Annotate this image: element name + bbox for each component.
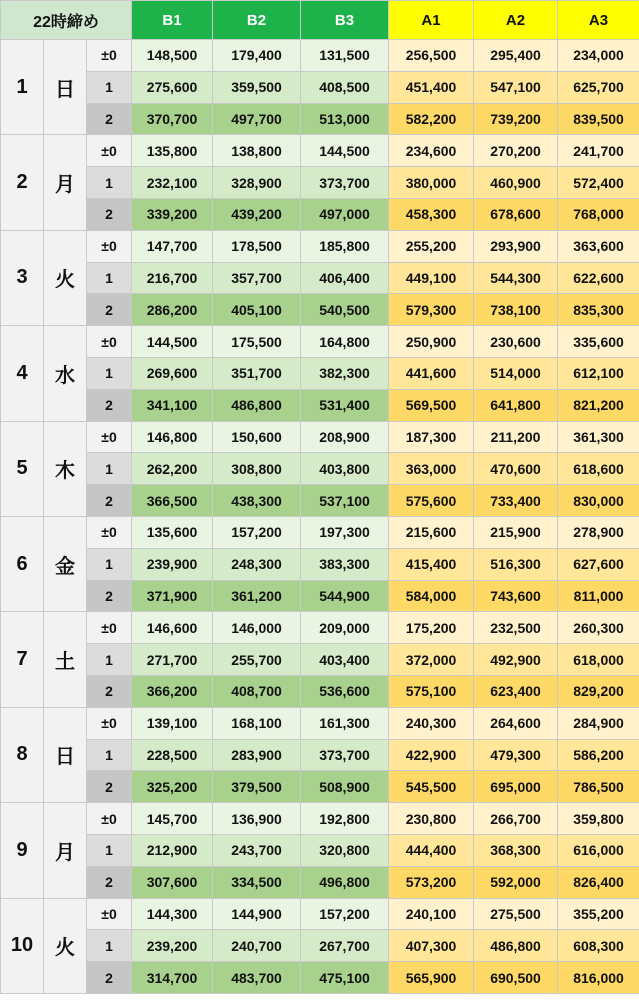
value-cell: 131,500 bbox=[301, 40, 389, 72]
level-label: 1 bbox=[87, 262, 132, 294]
value-cell: 164,800 bbox=[301, 326, 389, 358]
level-label: ±0 bbox=[87, 40, 132, 72]
level-label: 2 bbox=[87, 866, 132, 898]
weekday-label: 日 bbox=[44, 707, 87, 802]
value-cell: 608,300 bbox=[558, 930, 639, 962]
level-label: 2 bbox=[87, 675, 132, 707]
value-cell: 144,500 bbox=[132, 326, 213, 358]
value-cell: 483,700 bbox=[213, 962, 301, 994]
value-cell: 786,500 bbox=[558, 771, 639, 803]
value-cell: 408,500 bbox=[301, 71, 389, 103]
value-cell: 262,200 bbox=[132, 453, 213, 485]
value-cell: 243,700 bbox=[213, 834, 301, 866]
table-row bbox=[1, 707, 639, 739]
day-number: 6 bbox=[1, 516, 44, 611]
value-cell: 405,100 bbox=[213, 294, 301, 326]
value-cell: 479,300 bbox=[474, 739, 558, 771]
weekday-label: 火 bbox=[44, 230, 87, 325]
table-row bbox=[1, 421, 639, 453]
value-cell: 135,800 bbox=[132, 135, 213, 167]
level-label: ±0 bbox=[87, 421, 132, 453]
value-cell: 366,200 bbox=[132, 675, 213, 707]
value-cell: 508,900 bbox=[301, 771, 389, 803]
value-cell: 422,900 bbox=[389, 739, 474, 771]
value-cell: 275,500 bbox=[474, 898, 558, 930]
value-cell: 451,400 bbox=[389, 71, 474, 103]
level-label: 1 bbox=[87, 644, 132, 676]
value-cell: 592,000 bbox=[474, 866, 558, 898]
value-cell: 208,900 bbox=[301, 421, 389, 453]
value-cell: 403,400 bbox=[301, 644, 389, 676]
value-cell: 138,800 bbox=[213, 135, 301, 167]
value-cell: 361,300 bbox=[558, 421, 639, 453]
value-cell: 157,200 bbox=[301, 898, 389, 930]
value-cell: 278,900 bbox=[558, 516, 639, 548]
value-cell: 492,900 bbox=[474, 644, 558, 676]
value-cell: 136,900 bbox=[213, 803, 301, 835]
weekday-label: 火 bbox=[44, 898, 87, 993]
value-cell: 146,800 bbox=[132, 421, 213, 453]
value-cell: 293,900 bbox=[474, 230, 558, 262]
level-label: ±0 bbox=[87, 803, 132, 835]
value-cell: 264,600 bbox=[474, 707, 558, 739]
day-number: 5 bbox=[1, 421, 44, 516]
value-cell: 496,800 bbox=[301, 866, 389, 898]
value-cell: 439,200 bbox=[213, 198, 301, 230]
value-cell: 216,700 bbox=[132, 262, 213, 294]
value-cell: 144,900 bbox=[213, 898, 301, 930]
value-cell: 150,600 bbox=[213, 421, 301, 453]
value-cell: 351,700 bbox=[213, 357, 301, 389]
level-label: 2 bbox=[87, 962, 132, 994]
value-cell: 743,600 bbox=[474, 580, 558, 612]
level-label: 1 bbox=[87, 357, 132, 389]
value-cell: 363,600 bbox=[558, 230, 639, 262]
value-cell: 569,500 bbox=[389, 389, 474, 421]
value-cell: 536,600 bbox=[301, 675, 389, 707]
value-cell: 821,200 bbox=[558, 389, 639, 421]
value-cell: 283,900 bbox=[213, 739, 301, 771]
value-cell: 475,100 bbox=[301, 962, 389, 994]
value-cell: 627,600 bbox=[558, 548, 639, 580]
value-cell: 486,800 bbox=[474, 930, 558, 962]
value-cell: 565,900 bbox=[389, 962, 474, 994]
value-cell: 335,600 bbox=[558, 326, 639, 358]
table-row bbox=[1, 71, 639, 103]
value-cell: 575,600 bbox=[389, 485, 474, 517]
table-row bbox=[1, 866, 639, 898]
value-cell: 232,500 bbox=[474, 612, 558, 644]
day-number: 3 bbox=[1, 230, 44, 325]
value-cell: 320,800 bbox=[301, 834, 389, 866]
value-cell: 255,700 bbox=[213, 644, 301, 676]
value-cell: 239,200 bbox=[132, 930, 213, 962]
day-number: 1 bbox=[1, 40, 44, 135]
level-label: ±0 bbox=[87, 707, 132, 739]
level-label: ±0 bbox=[87, 230, 132, 262]
level-label: 1 bbox=[87, 739, 132, 771]
value-cell: 192,800 bbox=[301, 803, 389, 835]
value-cell: 209,000 bbox=[301, 612, 389, 644]
table-row bbox=[1, 198, 639, 230]
value-cell: 179,400 bbox=[213, 40, 301, 72]
value-cell: 811,000 bbox=[558, 580, 639, 612]
value-cell: 835,300 bbox=[558, 294, 639, 326]
table-row bbox=[1, 230, 639, 262]
value-cell: 212,900 bbox=[132, 834, 213, 866]
value-cell: 497,000 bbox=[301, 198, 389, 230]
value-cell: 513,000 bbox=[301, 103, 389, 135]
value-cell: 572,400 bbox=[558, 167, 639, 199]
value-cell: 230,600 bbox=[474, 326, 558, 358]
table-row bbox=[1, 548, 639, 580]
value-cell: 738,100 bbox=[474, 294, 558, 326]
value-cell: 622,600 bbox=[558, 262, 639, 294]
value-cell: 408,700 bbox=[213, 675, 301, 707]
table-row bbox=[1, 739, 639, 771]
value-cell: 371,900 bbox=[132, 580, 213, 612]
column-header-b1: B1 bbox=[132, 1, 213, 40]
table-row bbox=[1, 580, 639, 612]
value-cell: 449,100 bbox=[389, 262, 474, 294]
value-cell: 370,700 bbox=[132, 103, 213, 135]
value-cell: 623,400 bbox=[474, 675, 558, 707]
value-cell: 255,200 bbox=[389, 230, 474, 262]
table-row bbox=[1, 167, 639, 199]
value-cell: 147,700 bbox=[132, 230, 213, 262]
value-cell: 146,600 bbox=[132, 612, 213, 644]
weekday-label: 月 bbox=[44, 803, 87, 898]
value-cell: 826,400 bbox=[558, 866, 639, 898]
value-cell: 497,700 bbox=[213, 103, 301, 135]
value-cell: 537,100 bbox=[301, 485, 389, 517]
value-cell: 267,700 bbox=[301, 930, 389, 962]
value-cell: 341,100 bbox=[132, 389, 213, 421]
level-label: 1 bbox=[87, 71, 132, 103]
table-row bbox=[1, 612, 639, 644]
level-label: ±0 bbox=[87, 135, 132, 167]
value-cell: 145,700 bbox=[132, 803, 213, 835]
value-cell: 612,100 bbox=[558, 357, 639, 389]
value-cell: 616,000 bbox=[558, 834, 639, 866]
day-number: 7 bbox=[1, 612, 44, 707]
value-cell: 295,400 bbox=[474, 40, 558, 72]
level-label: 1 bbox=[87, 834, 132, 866]
level-label: 1 bbox=[87, 167, 132, 199]
value-cell: 586,200 bbox=[558, 739, 639, 771]
table-row bbox=[1, 357, 639, 389]
value-cell: 407,300 bbox=[389, 930, 474, 962]
value-cell: 307,600 bbox=[132, 866, 213, 898]
value-cell: 232,100 bbox=[132, 167, 213, 199]
header-row bbox=[1, 1, 639, 40]
weekday-label: 木 bbox=[44, 421, 87, 516]
value-cell: 544,300 bbox=[474, 262, 558, 294]
value-cell: 187,300 bbox=[389, 421, 474, 453]
value-cell: 241,700 bbox=[558, 135, 639, 167]
value-cell: 363,000 bbox=[389, 453, 474, 485]
level-label: 1 bbox=[87, 453, 132, 485]
table-row bbox=[1, 898, 639, 930]
value-cell: 314,700 bbox=[132, 962, 213, 994]
value-cell: 359,500 bbox=[213, 71, 301, 103]
value-cell: 308,800 bbox=[213, 453, 301, 485]
value-cell: 470,600 bbox=[474, 453, 558, 485]
value-cell: 139,100 bbox=[132, 707, 213, 739]
value-cell: 355,200 bbox=[558, 898, 639, 930]
value-cell: 733,400 bbox=[474, 485, 558, 517]
table-row bbox=[1, 675, 639, 707]
value-cell: 185,800 bbox=[301, 230, 389, 262]
value-cell: 575,100 bbox=[389, 675, 474, 707]
level-label: 1 bbox=[87, 548, 132, 580]
value-cell: 382,300 bbox=[301, 357, 389, 389]
table-body bbox=[1, 40, 639, 994]
value-cell: 547,100 bbox=[474, 71, 558, 103]
value-cell: 215,900 bbox=[474, 516, 558, 548]
value-cell: 830,000 bbox=[558, 485, 639, 517]
level-label: ±0 bbox=[87, 516, 132, 548]
value-cell: 460,900 bbox=[474, 167, 558, 199]
value-cell: 228,500 bbox=[132, 739, 213, 771]
table-row bbox=[1, 644, 639, 676]
table-row bbox=[1, 803, 639, 835]
value-cell: 230,800 bbox=[389, 803, 474, 835]
day-number: 9 bbox=[1, 803, 44, 898]
value-cell: 531,400 bbox=[301, 389, 389, 421]
value-cell: 816,000 bbox=[558, 962, 639, 994]
table-row bbox=[1, 326, 639, 358]
value-cell: 234,000 bbox=[558, 40, 639, 72]
value-cell: 441,600 bbox=[389, 357, 474, 389]
value-cell: 271,700 bbox=[132, 644, 213, 676]
value-cell: 403,800 bbox=[301, 453, 389, 485]
value-cell: 618,600 bbox=[558, 453, 639, 485]
value-cell: 829,200 bbox=[558, 675, 639, 707]
column-header-b2: B2 bbox=[213, 1, 301, 40]
value-cell: 444,400 bbox=[389, 834, 474, 866]
table-row bbox=[1, 771, 639, 803]
value-cell: 438,300 bbox=[213, 485, 301, 517]
weekday-label: 土 bbox=[44, 612, 87, 707]
day-number: 10 bbox=[1, 898, 44, 993]
weekday-label: 月 bbox=[44, 135, 87, 230]
value-cell: 739,200 bbox=[474, 103, 558, 135]
value-cell: 584,000 bbox=[389, 580, 474, 612]
level-label: 2 bbox=[87, 198, 132, 230]
value-cell: 579,300 bbox=[389, 294, 474, 326]
value-cell: 284,900 bbox=[558, 707, 639, 739]
value-cell: 240,300 bbox=[389, 707, 474, 739]
column-header-a3: A3 bbox=[558, 1, 639, 40]
table-row bbox=[1, 485, 639, 517]
day-number: 4 bbox=[1, 326, 44, 421]
value-cell: 215,600 bbox=[389, 516, 474, 548]
weekday-label: 金 bbox=[44, 516, 87, 611]
value-cell: 678,600 bbox=[474, 198, 558, 230]
table-row bbox=[1, 834, 639, 866]
value-cell: 339,200 bbox=[132, 198, 213, 230]
value-cell: 458,300 bbox=[389, 198, 474, 230]
value-cell: 415,400 bbox=[389, 548, 474, 580]
table-row bbox=[1, 389, 639, 421]
value-cell: 325,200 bbox=[132, 771, 213, 803]
day-number: 2 bbox=[1, 135, 44, 230]
value-cell: 256,500 bbox=[389, 40, 474, 72]
value-cell: 269,600 bbox=[132, 357, 213, 389]
value-cell: 372,000 bbox=[389, 644, 474, 676]
value-cell: 379,500 bbox=[213, 771, 301, 803]
value-cell: 544,900 bbox=[301, 580, 389, 612]
level-label: 2 bbox=[87, 771, 132, 803]
level-label: 2 bbox=[87, 389, 132, 421]
value-cell: 514,000 bbox=[474, 357, 558, 389]
value-cell: 573,200 bbox=[389, 866, 474, 898]
value-cell: 516,300 bbox=[474, 548, 558, 580]
value-cell: 240,100 bbox=[389, 898, 474, 930]
value-cell: 380,000 bbox=[389, 167, 474, 199]
day-number: 8 bbox=[1, 707, 44, 802]
value-cell: 383,300 bbox=[301, 548, 389, 580]
value-cell: 175,500 bbox=[213, 326, 301, 358]
value-cell: 240,700 bbox=[213, 930, 301, 962]
level-label: ±0 bbox=[87, 326, 132, 358]
value-cell: 135,600 bbox=[132, 516, 213, 548]
value-cell: 545,500 bbox=[389, 771, 474, 803]
value-cell: 690,500 bbox=[474, 962, 558, 994]
value-cell: 366,500 bbox=[132, 485, 213, 517]
column-header-a2: A2 bbox=[474, 1, 558, 40]
value-cell: 582,200 bbox=[389, 103, 474, 135]
value-cell: 239,900 bbox=[132, 548, 213, 580]
table-row bbox=[1, 453, 639, 485]
value-cell: 768,000 bbox=[558, 198, 639, 230]
value-cell: 373,700 bbox=[301, 739, 389, 771]
value-cell: 144,300 bbox=[132, 898, 213, 930]
level-label: 2 bbox=[87, 294, 132, 326]
value-cell: 168,100 bbox=[213, 707, 301, 739]
table-row bbox=[1, 40, 639, 72]
value-cell: 373,700 bbox=[301, 167, 389, 199]
value-cell: 250,900 bbox=[389, 326, 474, 358]
value-cell: 286,200 bbox=[132, 294, 213, 326]
column-header-b3: B3 bbox=[301, 1, 389, 40]
table-row bbox=[1, 135, 639, 167]
value-cell: 234,600 bbox=[389, 135, 474, 167]
value-cell: 161,300 bbox=[301, 707, 389, 739]
value-cell: 361,200 bbox=[213, 580, 301, 612]
table-row bbox=[1, 262, 639, 294]
value-cell: 839,500 bbox=[558, 103, 639, 135]
column-header-a1: A1 bbox=[389, 1, 474, 40]
value-cell: 148,500 bbox=[132, 40, 213, 72]
table-row bbox=[1, 103, 639, 135]
value-cell: 211,200 bbox=[474, 421, 558, 453]
level-label: 2 bbox=[87, 580, 132, 612]
value-cell: 157,200 bbox=[213, 516, 301, 548]
value-cell: 266,700 bbox=[474, 803, 558, 835]
value-cell: 275,600 bbox=[132, 71, 213, 103]
value-cell: 248,300 bbox=[213, 548, 301, 580]
value-cell: 175,200 bbox=[389, 612, 474, 644]
value-cell: 695,000 bbox=[474, 771, 558, 803]
table-row bbox=[1, 962, 639, 994]
value-cell: 197,300 bbox=[301, 516, 389, 548]
table-row bbox=[1, 516, 639, 548]
table-row bbox=[1, 930, 639, 962]
value-cell: 334,500 bbox=[213, 866, 301, 898]
value-cell: 540,500 bbox=[301, 294, 389, 326]
level-label: 2 bbox=[87, 485, 132, 517]
weekday-label: 日 bbox=[44, 40, 87, 135]
value-cell: 406,400 bbox=[301, 262, 389, 294]
value-cell: 328,900 bbox=[213, 167, 301, 199]
value-cell: 625,700 bbox=[558, 71, 639, 103]
value-cell: 486,800 bbox=[213, 389, 301, 421]
level-label: 1 bbox=[87, 930, 132, 962]
value-cell: 357,700 bbox=[213, 262, 301, 294]
level-label: ±0 bbox=[87, 898, 132, 930]
value-cell: 144,500 bbox=[301, 135, 389, 167]
value-cell: 618,000 bbox=[558, 644, 639, 676]
weekday-label: 水 bbox=[44, 326, 87, 421]
value-cell: 260,300 bbox=[558, 612, 639, 644]
value-cell: 178,500 bbox=[213, 230, 301, 262]
value-cell: 641,800 bbox=[474, 389, 558, 421]
level-label: ±0 bbox=[87, 612, 132, 644]
value-cell: 146,000 bbox=[213, 612, 301, 644]
table-row bbox=[1, 294, 639, 326]
level-label: 2 bbox=[87, 103, 132, 135]
value-cell: 368,300 bbox=[474, 834, 558, 866]
value-cell: 359,800 bbox=[558, 803, 639, 835]
value-cell: 270,200 bbox=[474, 135, 558, 167]
table-title: 22時締め bbox=[1, 1, 132, 40]
